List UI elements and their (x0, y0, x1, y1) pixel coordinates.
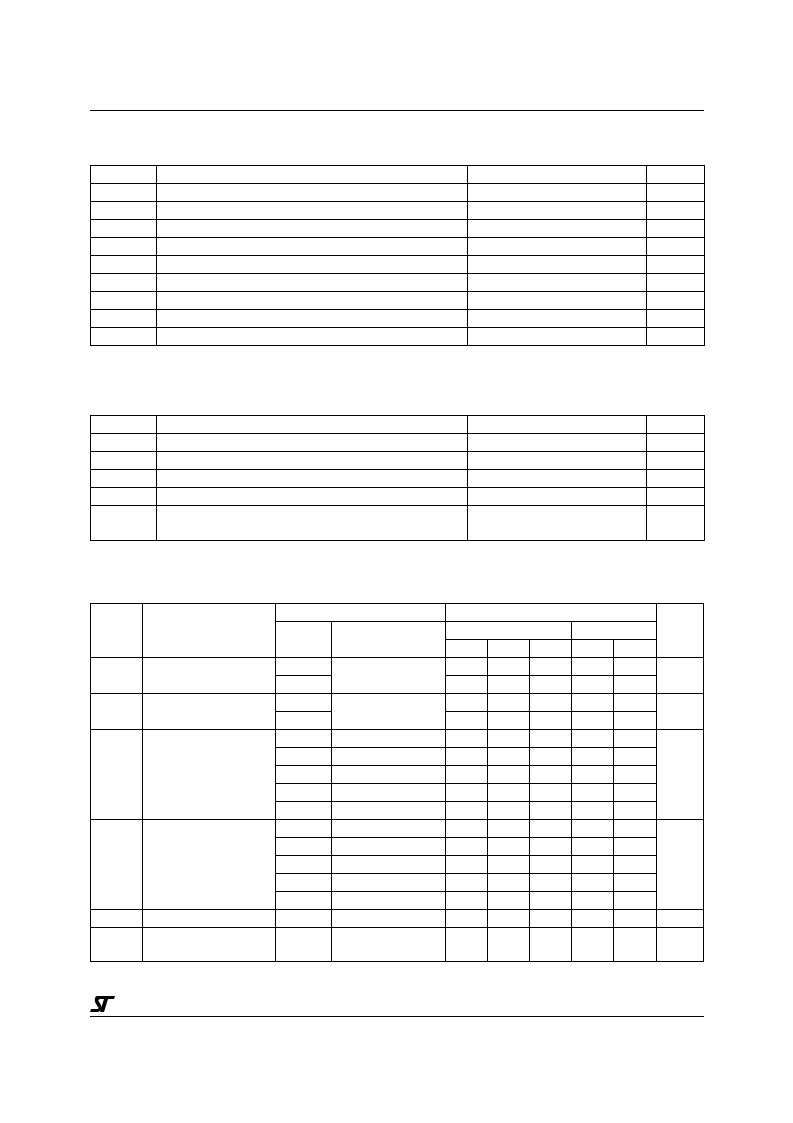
header-rule (90, 110, 704, 111)
table-header-row (91, 604, 704, 622)
table-row (91, 730, 704, 748)
table-row (91, 166, 705, 184)
table-row (91, 238, 705, 256)
table-2 (90, 415, 705, 541)
table-row (91, 328, 705, 346)
table-row (91, 274, 705, 292)
table-row (91, 256, 705, 274)
table-row (91, 658, 704, 676)
table-row (91, 694, 704, 712)
table-row (91, 506, 705, 541)
table-row (91, 416, 705, 434)
table-row (91, 910, 704, 928)
table-3 (90, 603, 704, 962)
table-row (91, 470, 705, 488)
table-row (91, 434, 705, 452)
table-row (91, 820, 704, 838)
table-row (91, 184, 705, 202)
table-row (91, 220, 705, 238)
st-logo-icon (88, 994, 118, 1014)
table-row (91, 488, 705, 506)
table-row (91, 310, 705, 328)
table-row (91, 292, 705, 310)
table-row (91, 202, 705, 220)
table-1 (90, 165, 705, 346)
table-row (91, 928, 704, 962)
footer-rule (90, 1016, 704, 1017)
table-row (91, 452, 705, 470)
